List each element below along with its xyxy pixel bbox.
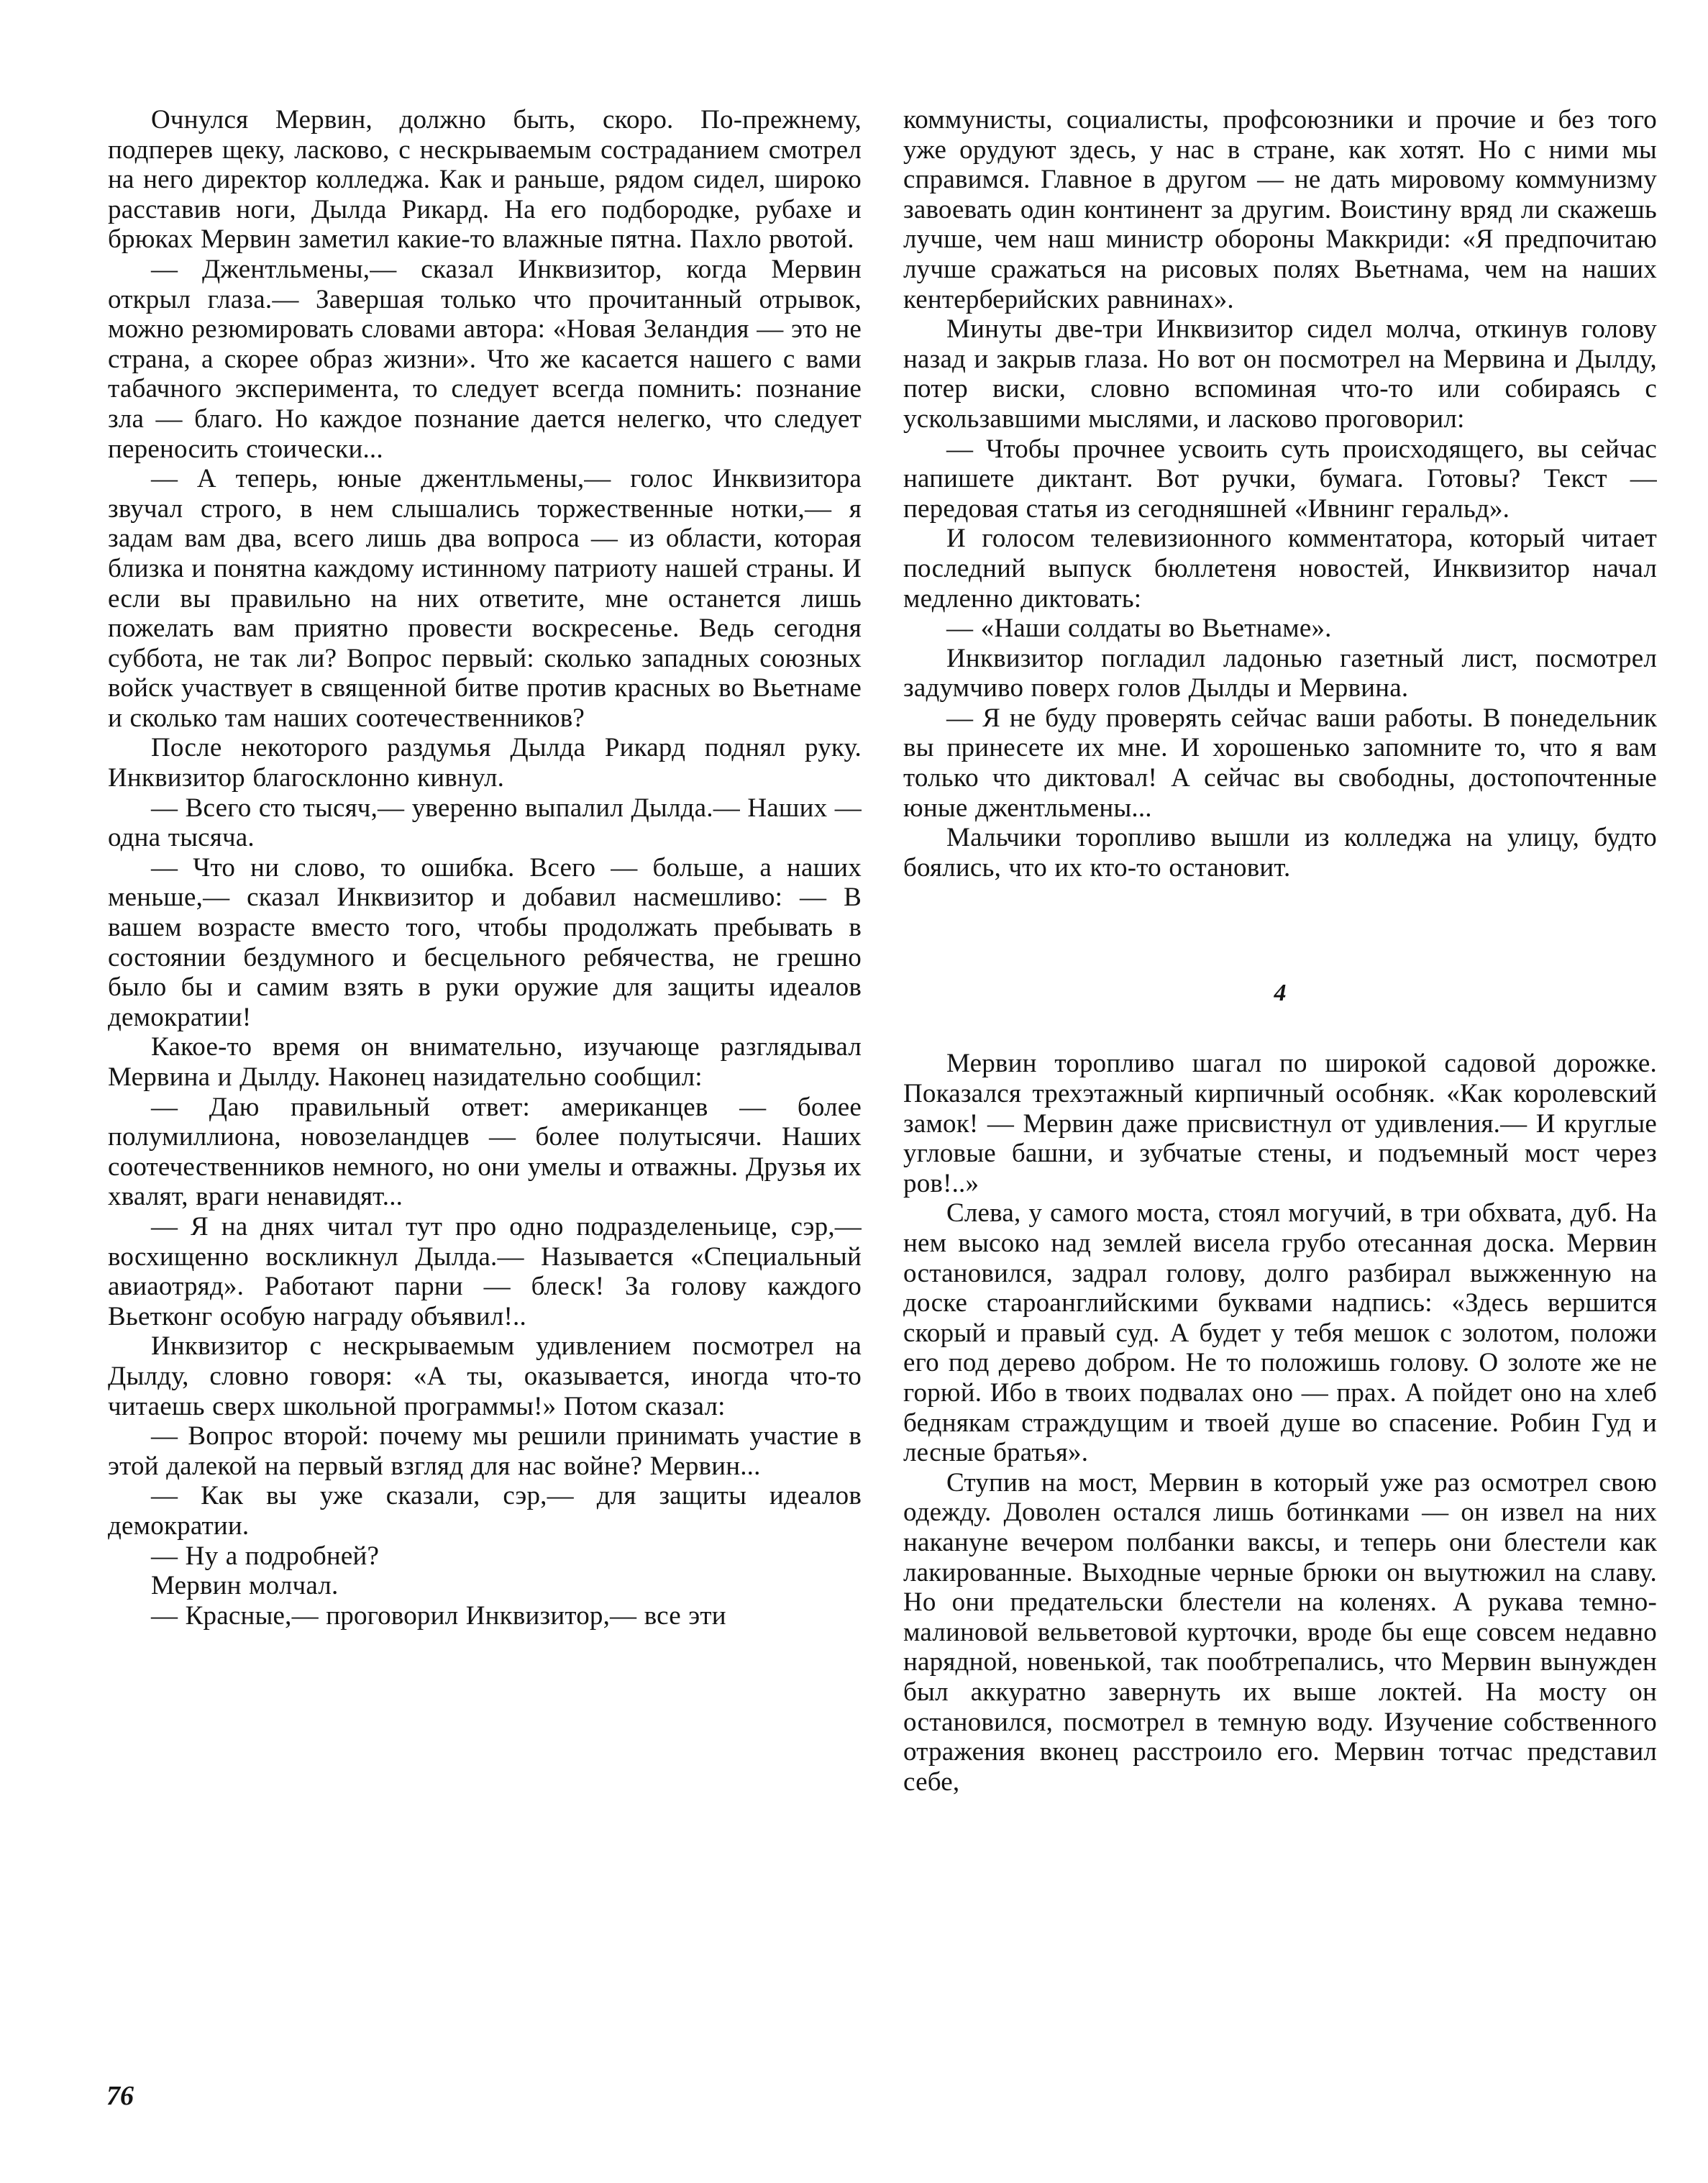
paragraph: Слева, у самого моста, стоял могучий, в три обхвата, дуб. На нем высоко над землей висела грубо отесанная доска. Мервин остановился, задрал голову, долго разбирал выжженную на доске староанглийскими буквами надпись: «Здесь вершится скорый и правый суд. А будет у тебя мешок с золотом, положи его под дерево добром. Не то положишь голову. О золоте же не горюй. Ибо в твоих подвалах оно — прах. А пойдет оно на хлеб беднякам страждущим и твоей душе во спасение. Робин Гуд и лесные братья». <box>903 1198 1657 1468</box>
paragraph: Инквизитор с нескрываемым удивлением посмотрел на Дылду, словно говоря: «А ты, оказывается, иногда что-то читаешь сверх школьной программы!» Потом сказал: <box>108 1331 862 1421</box>
paragraph: — Даю правильный ответ: американцев — более полумиллиона, новозеландцев — более полутысячи. Наших соотечественников немного, но они умелы и отважны. Друзья их хвалят, враги ненавидят... <box>108 1092 862 1212</box>
right-column <box>903 105 1657 1797</box>
paragraph: И голосом телевизионного комментатора, который читает последний выпуск бюллетеня новостей, Инквизитор начал медленно диктовать: <box>903 524 1657 614</box>
paragraph: Инквизитор погладил ладонью газетный лист, посмотрел задумчиво поверх голов Дылды и Мервина. <box>903 643 1657 703</box>
paragraph: Минуты две-три Инквизитор сидел молча, откинув голову назад и закрыв глаза. Но вот он посмотрел на Мервина и Дылду, потер виски, словно вспоминая что-то или собираясь с ускользавшими мыслями, и ласково проговорил: <box>903 314 1657 434</box>
paragraph: коммунисты, социалисты, профсоюзники и прочие и без того уже орудуют здесь, у нас в стране, как хотят. Но с ними мы справимся. Главное в другом — не дать мировому коммунизму завоевать один континент за другим. Воистину вряд ли скажешь лучше, чем наш министр обороны Маккриди: «Я предпочитаю лучше сражаться на рисовых полях Вьетнама, чем на наших кентерберийских равнинах». <box>903 105 1657 314</box>
page-number: 76 <box>106 2081 134 2111</box>
paragraph: — Я на днях читал тут про одно подразделеньице, сэр,— восхищенно воскликнул Дылда.— Называется «Специальный авиаотряд». Работают парни — блеск! За голову каждого Вьетконг особую награду объявил!.. <box>108 1211 862 1331</box>
paragraph: — Джентльмены,— сказал Инквизитор, когда Мервин открыл глаза.— Завершая только что прочитанный отрывок, можно резюмировать словами автора: «Новая Зеландия — это не страна, а скорее образ жизни». Что же касается нашего с вами табачного эксперимента, то следует всегда помнить: познание зла — благо. Но каждое познание дается нелегко, что следует переносить стоически... <box>108 254 862 464</box>
paragraph: Ступив на мост, Мервин в который уже раз осмотрел свою одежду. Доволен остался лишь ботинками — он извел на них накануне вечером полбанки ваксы, и теперь они блестели как лакированные. Выходные черные брюки он выутюжил на славу. Но они предательски блестели на коленях. А рукава темно-малиновой вельветовой курточки, вроде бы еще совсем недавно нарядной, новенькой, так пообтрепались, что Мервин вынужден был аккуратно завернуть их выше локтей. На мосту он остановился, посмотрел в темную воду. Изучение собственного отражения вконец расстроило его. Мервин тотчас представил себе, <box>903 1467 1657 1797</box>
section-number: 4 <box>1274 980 1287 1007</box>
paragraph: — «Наши солдаты во Вьетнаме». <box>946 614 1332 644</box>
paragraph: — Вопрос второй: почему мы решили принимать участие в этой далекой на первый взгляд для нас войне? Мервин... <box>108 1421 862 1481</box>
left-column <box>108 105 862 1631</box>
paragraph: — Всего сто тысяч,— уверенно выпалил Дылда.— Наших — одна тысяча. <box>108 793 862 853</box>
paragraph: После некоторого раздумья Дылда Рикард поднял руку. Инквизитор благосклонно кивнул. <box>108 733 862 793</box>
paragraph: — Я не буду проверять сейчас ваши работы. В понедельник вы принесете их мне. И хорошенько запомните то, что я вам только что диктовал! А сейчас вы свободны, достопочтенные юные джентльмены... <box>903 703 1657 823</box>
paragraph: Очнулся Мервин, должно быть, скоро. По-прежнему, подперев щеку, ласково, с нескрываемым состраданием смотрел на него директор колледжа. Как и раньше, рядом сидел, широко расставив ноги, Дылда Рикард. На его подбородке, рубахе и брюках Мервин заметил какие-то влажные пятна. Пахло рвотой. <box>108 105 862 255</box>
paragraph: — Что ни слово, то ошибка. Всего — больше, а наших меньше,— сказал Инквизитор и добавил насмешливо: — В вашем возрасте вместо того, чтобы продолжать пребывать в состоянии бездумного и бесцельного ребячества, не грешно было бы и самим взять в руки оружие для защиты идеалов демократии! <box>108 852 862 1032</box>
paragraph: — Как вы уже сказали, сэр,— для защиты идеалов демократии. <box>108 1481 862 1541</box>
paragraph: Мервин молчал. <box>151 1571 339 1601</box>
right-column-top <box>903 105 1657 883</box>
paragraph: Какое-то время он внимательно, изучающе разглядывал Мервина и Дылду. Наконец назидательно сообщил: <box>108 1032 862 1092</box>
paragraph: — Чтобы прочнее усвоить суть происходящего, вы сейчас напишете диктант. Вот ручки, бумага. Готовы? Текст — передовая статья из сегодняшней «Ивнинг геральд». <box>903 434 1657 524</box>
paragraph: Мальчики торопливо вышли из колледжа на улицу, будто боялись, что их кто-то остановит. <box>903 823 1657 883</box>
paragraph: — Красные,— проговорил Инквизитор,— все эти <box>151 1600 726 1631</box>
paragraph: — А теперь, юные джентльмены,— голос Инквизитора звучал строго, в нем слышались торжественные нотки,— я задам вам два, всего лишь два вопроса — из области, которая близка и понятна каждому истинному патриоту нашей страны. И если вы правильно на них ответите, мне останется лишь пожелать вам приятно провести воскресенье. Ведь сегодня суббота, не так ли? Вопрос первый: сколько западных союзных войск участвует в священной битве против красных во Вьетнаме и сколько там наших соотечественников? <box>108 464 862 733</box>
paragraph: Мервин торопливо шагал по широкой садовой дорожке. Показался трехэтажный кирпичный особняк. «Как королевский замок! — Мервин даже присвистнул от удивления.— И круглые угловые башни, и зубчатые стены, и подъемный мост через ров!..» <box>903 1049 1657 1198</box>
paragraph: — Ну а подробней? <box>151 1541 380 1571</box>
right-column-bottom <box>903 1049 1657 1797</box>
